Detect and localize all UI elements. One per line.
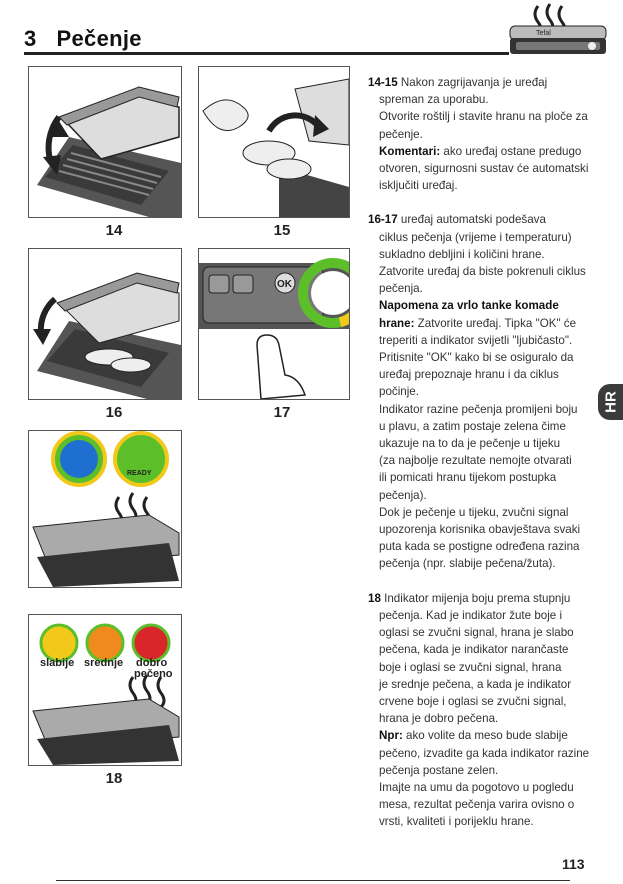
label-medium: srednje (84, 657, 124, 669)
text-span: Zatvorite uređaj. Tipka "OK" će (414, 316, 577, 330)
text-line: sukladno debljini i količini hrane. (379, 247, 545, 261)
text-line: oglasi se zvučni signal, hrana je slabo (379, 626, 574, 640)
text-line: pečeno, izvadite ga kada indikator razine (379, 746, 590, 760)
text-line: crvene boje i oglasi se zvučni signal, (379, 694, 567, 708)
text-line: Dok je pečenje u tijeku, zvučni signal (379, 505, 569, 519)
note-label: hrane: (379, 316, 415, 330)
figure-16-illustration (28, 248, 182, 400)
text-line (368, 143, 594, 160)
text-line: Pritisnite "OK" kako bi se osiguralo da (379, 351, 574, 365)
text-line: boje i oglasi se zvučni signal, hrana (379, 660, 562, 674)
footer-rule (56, 880, 570, 881)
text-line: ukazuje na to da je pečenje u tijeku (379, 437, 561, 451)
instruction-text-column (368, 74, 594, 848)
text-line: puta kada se postigne određena razina (379, 540, 580, 554)
text-line: vrsti, kvaliteti i porijeklu hrane. (379, 815, 534, 829)
figure-15-number: 15 (273, 222, 291, 239)
text-line (368, 590, 594, 607)
page-title (24, 26, 142, 52)
text-line (368, 211, 594, 228)
paragraph-14-15 (368, 74, 594, 194)
text-line: ciklus pečenja (vrijeme i temperaturu) (379, 230, 572, 244)
text-line: pečenja. (379, 282, 423, 296)
text-line: ili pomicati hranu tijekom postupka (379, 471, 557, 485)
header-rule (24, 52, 509, 55)
text-line: otvoren, sigurnosni sustav će automatski (379, 162, 589, 176)
indicator-doneness-illustration (28, 614, 182, 766)
figure-14-illustration (28, 66, 182, 218)
figure-14-number: 14 (105, 222, 123, 239)
text-line: u plavu, a zatim postaje zelena čime (379, 419, 566, 433)
figure-17-number: 17 (273, 404, 291, 421)
text-line: mesa, rezultat pečenja varira ovisno o (379, 798, 575, 812)
text-line: Otvorite roštilj i stavite hranu na ploče za (379, 110, 588, 124)
header-grill-illustration (506, 2, 610, 60)
text-line: (za najbolje rezultate nemojte otvarati (379, 454, 572, 468)
brand-text: Tefal (536, 30, 551, 37)
step-number: 14-15 (368, 76, 398, 89)
ok-button-label: OK (277, 279, 292, 290)
text-span: uređaj automatski podešava (397, 213, 546, 227)
text-line: uređaj prepoznaje hranu i da ciklus (379, 368, 559, 382)
text-line: pečenja (npr. slabije pečena/žuta). (379, 557, 556, 571)
text-line: isključiti uređaj. (379, 179, 458, 193)
paragraph-16-17 (368, 211, 594, 572)
text-line: Zatvorite uređaj da biste pokrenuli ciklus (379, 265, 586, 279)
text-line: treperiti a indikator svijetli "ljubičasto". (379, 333, 573, 347)
text-span: ako uređaj ostane predugo (440, 144, 582, 158)
text-line (368, 74, 594, 91)
figure-16-number: 16 (105, 404, 123, 421)
text-line: pečena, kada je indikator narančaste (379, 643, 569, 657)
note-label: Komentari: (379, 144, 441, 158)
text-line: spreman za uporabu. (379, 93, 489, 107)
step-number: 16-17 (368, 213, 398, 227)
step-number: 18 (368, 591, 381, 605)
figure-18-number: 18 (105, 770, 123, 787)
text-span: Indikator mijenja boju prema stupnju (380, 591, 571, 605)
text-line (368, 727, 594, 744)
label-well-done-2: pečeno (134, 668, 173, 680)
label-rare: slabije (40, 657, 75, 669)
text-line: pečenja. Kad je indikator žute boje i (379, 608, 563, 622)
text-span: ako volite da meso bude slabije (402, 729, 568, 743)
figure-15-illustration (198, 66, 350, 218)
language-tab (598, 384, 623, 420)
note-label: Npr: (379, 729, 403, 743)
label-well-done-1: dobro (136, 657, 168, 669)
page-number: 113 (562, 856, 585, 872)
text-line: pečenja postane zelen. (379, 763, 499, 777)
ready-label: READY (127, 470, 152, 477)
text-line: počinje. (379, 385, 419, 399)
text-line: Imajte na umu da pogotovo u pogledu (379, 780, 574, 794)
text-line: pečenja). (379, 488, 427, 502)
text-line: hrana je dobro pečena. (379, 712, 499, 726)
text-span: Nakon zagrijavanja je uređaj (397, 76, 548, 89)
figure-17-illustration (198, 248, 350, 400)
text-line: upozorenja korisnika obavještava svaki (379, 523, 581, 537)
text-line: je srednje pečena, a kada je indikator (379, 677, 572, 691)
language-tab-label: HR (602, 391, 619, 413)
text-line: Indikator razine pečenja promijeni boju (379, 402, 578, 416)
text-line: pečenje. (379, 127, 423, 141)
section-title: Pečenje (56, 26, 142, 51)
paragraph-18 (368, 590, 594, 831)
section-number: 3 (24, 26, 37, 51)
indicator-blue-green-illustration (28, 430, 182, 588)
note-heading: Napomena za vrlo tanke komade (379, 299, 559, 313)
text-line (368, 315, 594, 332)
